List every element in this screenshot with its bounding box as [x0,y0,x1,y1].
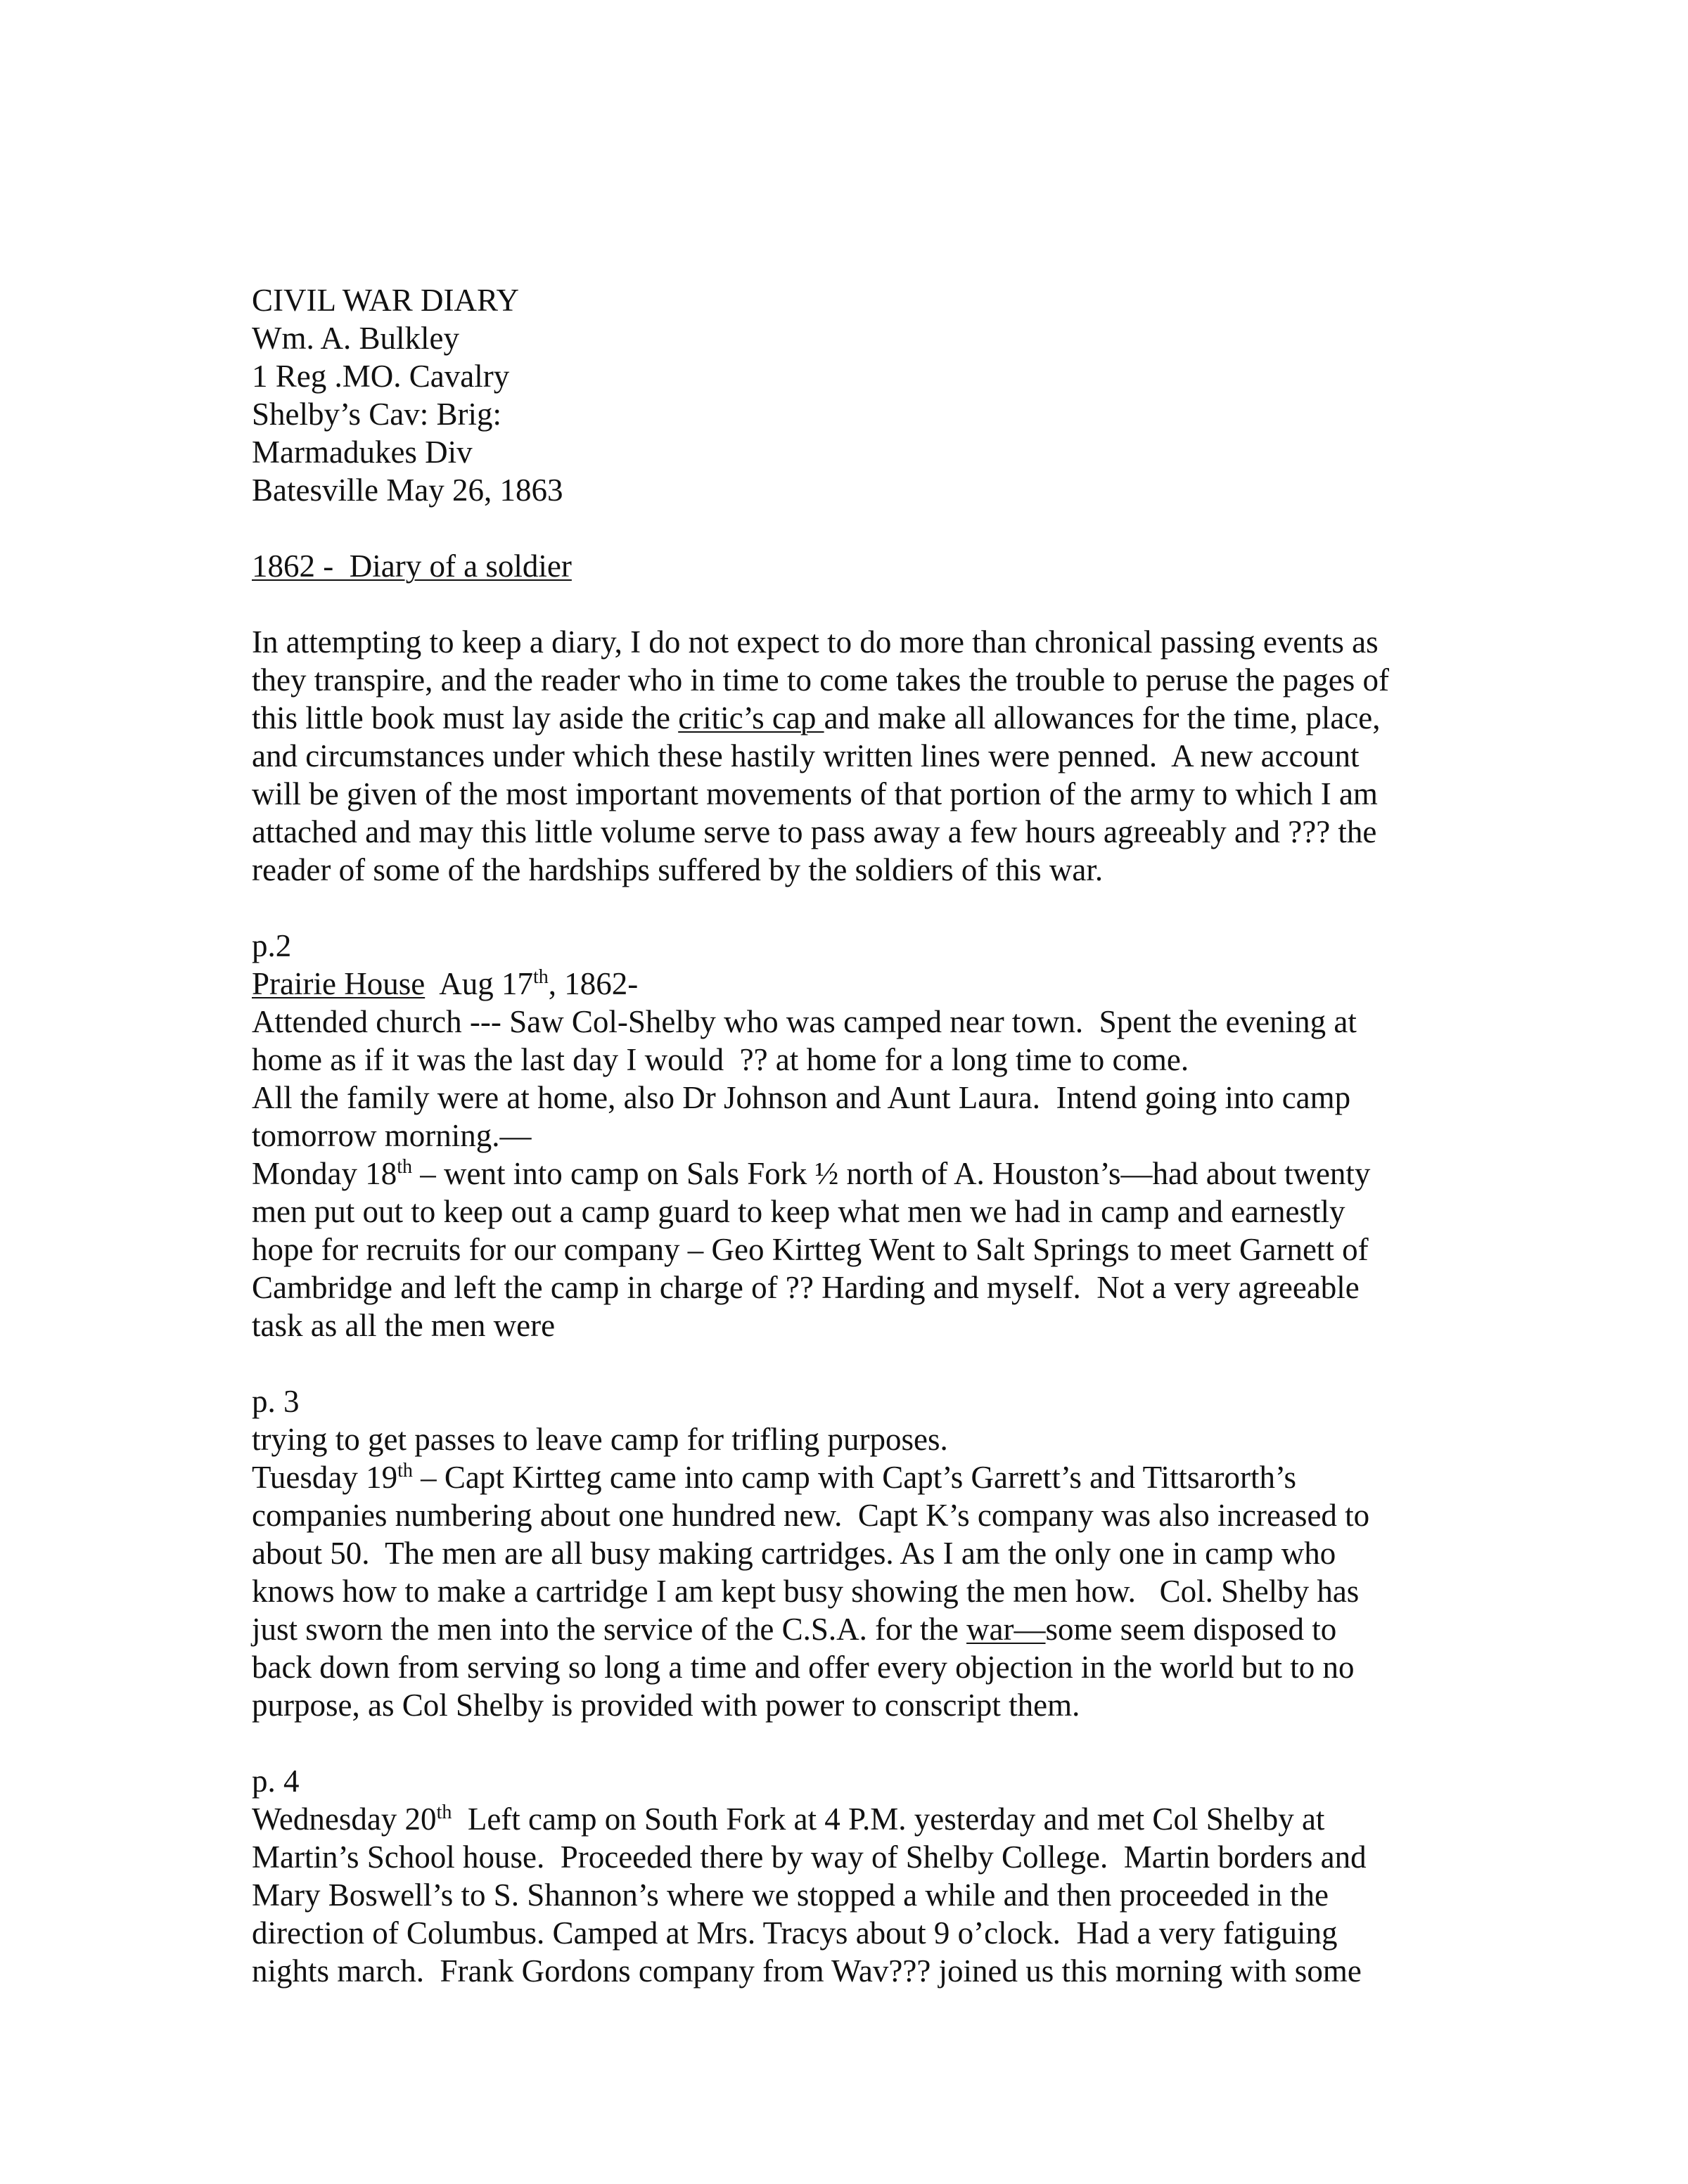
entry-line: trying to get passes to leave camp for trifling purposes. [252,1422,948,1457]
spacer [252,889,1504,927]
intro-line: In attempting to keep a diary, I do not expect to do more than chronical passing events as [252,624,1379,660]
underlined-phrase: critic’s cap [678,700,824,736]
page-label: p. 3 [252,1384,300,1419]
intro-line: and circumstances under which these hastily written lines were penned. A new account [252,738,1360,773]
entry-text: Monday 18 [252,1156,397,1191]
spacer [252,1344,1504,1382]
entry-text: just sworn the men into the service of the C.S.A. for the [252,1612,967,1647]
intro-text: this little book must lay aside the [252,700,679,736]
intro-line: will be given of the most important movements of that portion of the army to which I am [252,776,1378,811]
entry-line: nights march. Frank Gordons company from Wav??? joined us this morning with some [252,1953,1362,1989]
entry-line: task as all the men were [252,1308,556,1343]
division-line: Marmadukes Div [252,435,473,470]
ordinal-suffix: th [436,1801,452,1823]
entry-date-year: , 1862- [548,966,639,1001]
ordinal-suffix: th [397,1460,413,1482]
place-name: Prairie House [252,966,426,1001]
page-label: p.2 [252,928,292,963]
entry-line: companies numbering about one hundred new. Capt K’s company was also increased to [252,1498,1370,1533]
entry-line: direction of Columbus. Camped at Mrs. Tracys about 9 o’clock. Had a very fatiguing [252,1915,1338,1951]
entry-line: Cambridge and left the camp in charge of ?? Harding and myself. Not a very agreeable [252,1270,1360,1305]
entry-text: some seem disposed to [1045,1612,1337,1647]
entry-line: hope for recruits for our company – Geo Kirtteg Went to Salt Springs to meet Garnett of [252,1232,1369,1267]
entry-line: tomorrow morning.— [252,1118,532,1153]
intro-text: and make all allowances for the time, place, [824,700,1381,736]
spacer [252,509,1504,547]
intro-line: they transpire, and the reader who in time to come takes the trouble to peruse the pages of [252,662,1389,698]
entry-text: Left camp on South Fork at 4 P.M. yesterday and met Col Shelby at [452,1801,1325,1837]
diary-title: CIVIL WAR DIARY [252,283,519,318]
subtitle: 1862 - Diary of a soldier [252,548,572,584]
entry-line: home as if it was the last day I would ?? at home for a long time to come. [252,1042,1189,1077]
entry-text: – Capt Kirtteg came into camp with Capt’s Garrett’s and Tittsarorth’s [412,1460,1296,1495]
place-date-line: Batesville May 26, 1863 [252,473,563,508]
entry-line: knows how to make a cartridge I am kept busy showing the men how. Col. Shelby has [252,1574,1360,1609]
entry-line [252,1458,1504,1496]
brigade-line: Shelby’s Cav: Brig: [252,397,502,432]
entry-heading [252,965,1504,1003]
spacer [252,1724,1504,1762]
author-name: Wm. A. Bulkley [252,321,459,356]
entry-line: purpose, as Col Shelby is provided with power to conscript them. [252,1688,1080,1723]
regiment-line: 1 Reg .MO. Cavalry [252,359,510,394]
entry-line: Attended church --- Saw Col-Shelby who was camped near town. Spent the evening at [252,1004,1357,1039]
intro-line [252,699,1504,737]
entry-line: Mary Boswell’s to S. Shannon’s where we stopped a while and then proceeded in the [252,1877,1329,1913]
page-label: p. 4 [252,1764,300,1799]
entry-date: Aug 17 [425,966,533,1001]
intro-line: reader of some of the hardships suffered by the soldiers of this war. [252,852,1104,887]
diary-transcription [252,281,1504,1990]
entry-line [252,1610,1504,1648]
intro-line: attached and may this little volume serve to pass away a few hours agreeably and ??? the [252,814,1377,849]
ordinal-suffix: th [532,966,549,988]
underlined-phrase: war— [966,1612,1046,1647]
ordinal-suffix: th [397,1156,413,1178]
entry-text: Wednesday 20 [252,1801,437,1837]
entry-line: Martin’s School house. Proceeded there by way of Shelby College. Martin borders and [252,1839,1367,1875]
entry-text: – went into camp on Sals Fork ½ north of A. Houston’s—had about twenty [412,1156,1371,1191]
entry-line: men put out to keep out a camp guard to keep what men we had in camp and earnestly [252,1194,1345,1229]
subtitle-line [252,547,1504,585]
spacer [252,585,1504,623]
entry-line [252,1155,1504,1193]
entry-line: back down from serving so long a time and offer every objection in the world but to no [252,1650,1355,1685]
entry-line: about 50. The men are all busy making cartridges. As I am the only one in camp who [252,1536,1336,1571]
entry-line: All the family were at home, also Dr Johnson and Aunt Laura. Intend going into camp [252,1080,1351,1115]
entry-line [252,1800,1504,1838]
entry-text: Tuesday 19 [252,1460,398,1495]
